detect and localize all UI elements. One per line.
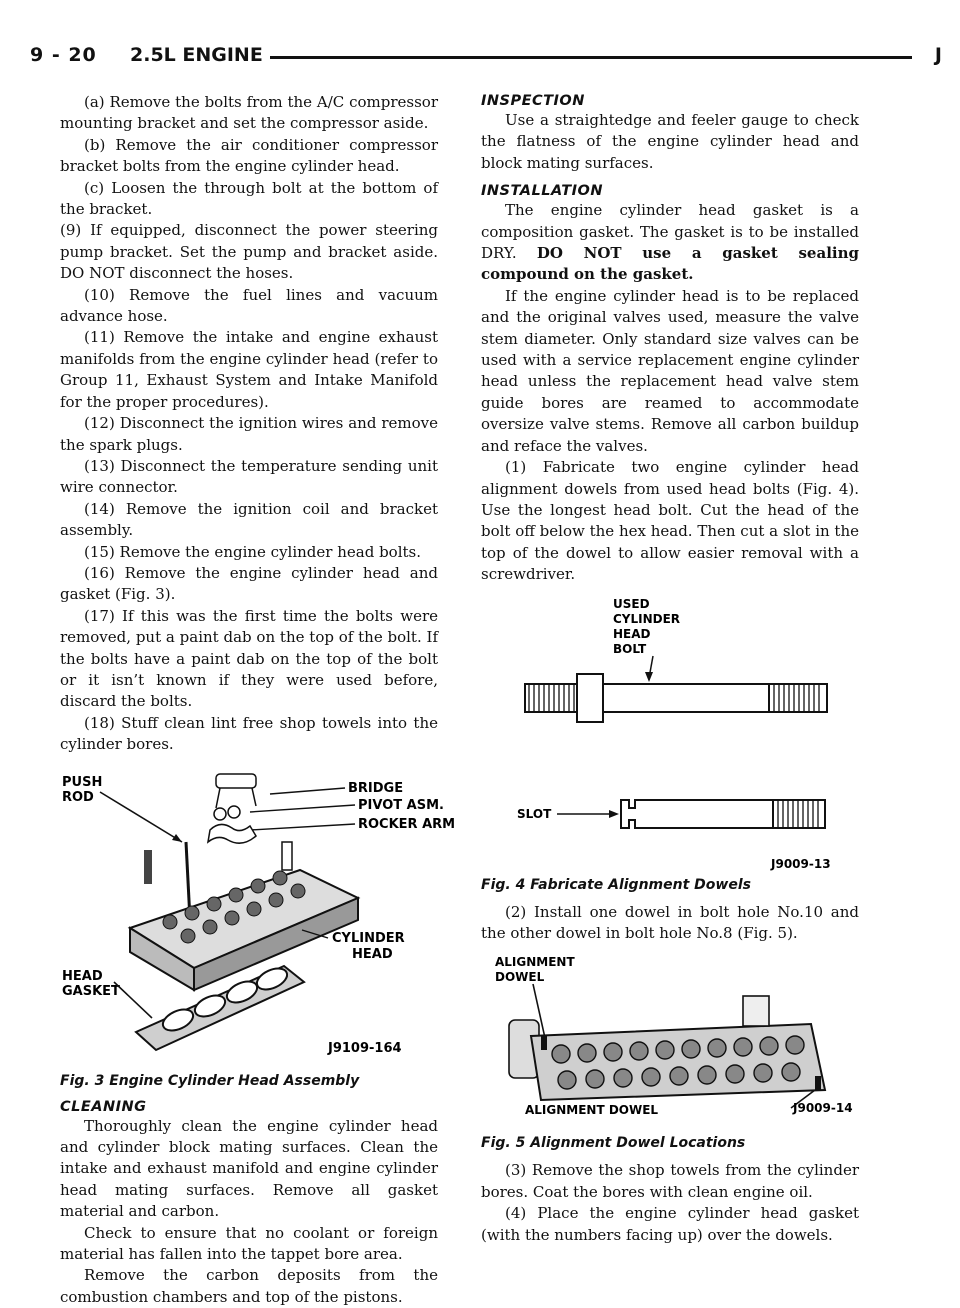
installation-p1-warning: DO NOT use a gasket sealing compound on the gasket. <box>481 244 859 284</box>
fig3-label-push: PUSH <box>62 774 103 790</box>
step-12: (12) Disconnect the ignition wires and remove the spark plugs. <box>60 414 438 454</box>
fig4-caption: Fig. 4 Fabricate Alignment Dowels <box>481 876 751 893</box>
fig4-code: J9009-13 <box>771 856 831 871</box>
cleaning-heading: CLEANING <box>60 1098 147 1115</box>
fig4-label-bolt: BOLT <box>613 641 647 656</box>
step-15: (15) Remove the engine cylinder head bolts. <box>84 542 422 561</box>
left-column <box>60 92 456 1308</box>
header-rule <box>270 56 912 59</box>
fig4-label-cylinder: CYLINDER <box>613 611 681 626</box>
fig3-rocker-parts <box>208 774 292 870</box>
installation-step-4: (4) Place the engine cylinder head gasket (with the numbers facing up) over the dowels. <box>481 1204 859 1244</box>
page-number: 9 - 20 <box>30 44 97 66</box>
fig4-dowel <box>621 800 825 828</box>
fig3-label-rod: ROD <box>62 789 94 805</box>
fig5-label-alignment: ALIGNMENT <box>495 955 575 970</box>
fig5-caption: Fig. 5 Alignment Dowel Locations <box>481 1135 746 1152</box>
fig4-alignment-dowels <box>481 592 859 870</box>
step-b: (b) Remove the air conditioner compressor bracket bolts from the engine cylinder head. <box>60 135 438 176</box>
step-18: (18) Stuff clean lint free shop towels into the cylinder bores. <box>60 713 438 754</box>
installation-p1 <box>481 200 859 286</box>
inspection-p1: Use a straightedge and feeler gauge to check the flatness of the engine cylinder head and block mating surfaces. <box>481 111 859 172</box>
fig3-leader-bridge <box>270 788 345 794</box>
cleaning-p1: Thoroughly clean the engine cylinder head and cylinder block mating surfaces. Clean the intake and exhaust manifold and engine cylinder head mating surfaces. Remove all gasket material and carbon. <box>60 1116 438 1221</box>
installation-step-2: (2) Install one dowel in bolt hole No.10 and the other dowel in bolt hole No.8 (Fig. 5). <box>481 902 859 942</box>
fig5-label-bottom: ALIGNMENT DOWEL <box>525 1103 659 1118</box>
fig3-leader-gasket <box>114 982 152 1018</box>
step-14: (14) Remove the ignition coil and bracket assembly. <box>60 499 438 540</box>
fig3-label-pivot: PIVOT ASM. <box>358 797 444 813</box>
section-title: 2.5L ENGINE <box>130 44 263 66</box>
cleaning-p3: Remove the carbon deposits from the combustion chambers and top of the pistons. <box>60 1266 438 1306</box>
fig3-arrow-pushrod <box>172 834 182 842</box>
step-a: (a) Remove the bolts from the A/C compressor mounting bracket and set the compressor aside. <box>60 93 438 133</box>
fig4-arrow-bolt <box>645 672 653 682</box>
installation-step-1: (1) Fabricate two engine cylinder head alignment dowels from used head bolts (Fig. 4). Use the longest head bolt. Cut the head of the bolt off below the hex head. Then cut a slot in the top of the dowel to allow easier removal with a screwdriver. <box>481 458 859 584</box>
step-c: (c) Loosen the through bolt at the bottom of the bracket. <box>60 178 438 219</box>
fig3-label-hg2: GASKET <box>62 983 120 999</box>
installation-p1-text: The engine cylinder head gasket is a composition gasket. The gasket is to be installed DRY. <box>481 201 859 263</box>
fig3-leader-pushrod <box>100 792 182 842</box>
step-16: (16) Remove the engine cylinder head and gasket (Fig. 3). <box>60 563 438 604</box>
fig3-label-cylinder: CYLINDER <box>332 930 405 946</box>
installation-heading: INSTALLATION <box>481 183 604 200</box>
header-letter: J <box>934 44 942 66</box>
fig3-bolt <box>144 850 152 884</box>
fig5-alignment-dowel-locations <box>481 950 859 1128</box>
fig4-arrow-slot <box>609 810 619 818</box>
fig3-label-head: HEAD <box>352 946 393 962</box>
step-13: (13) Disconnect the temperature sending unit wire connector. <box>60 456 438 497</box>
fig5-cylinder-head <box>509 996 825 1100</box>
cleaning-p2: Check to ensure that no coolant or foreign material has fallen into the tappet bore area. <box>60 1223 438 1264</box>
installation-p2: If the engine cylinder head is to be replaced and the original valves used, measure the valve stem diameter. Only standard size valves can be used with a service replacement engine cylinder head unless the replacement head valve stem guide bores are reamed to accommodate oversize valve stems. Remove all carbon buildup and reface the valves. <box>481 286 859 455</box>
fig3-cylinder-head <box>130 870 358 990</box>
fig3-leader-rocker <box>250 824 355 830</box>
inspection-heading: INSPECTION <box>481 93 585 109</box>
installation-step-3: (3) Remove the shop towels from the cylinder bores. Coat the bores with clean engine oil. <box>481 1161 859 1201</box>
step-11: (11) Remove the intake and engine exhaust manifolds from the engine cylinder head (refer to Group 11, Exhaust System and Intake Manifold for the proper procedures). <box>60 328 438 411</box>
fig3-leader-pivot <box>250 805 355 812</box>
fig3-cylinder-head-assembly <box>60 770 456 1080</box>
fig3-label-bridge: BRIDGE <box>348 780 404 796</box>
fig3-label-hg1: HEAD <box>62 968 103 984</box>
fig4-label-slot: SLOT <box>517 806 552 821</box>
fig5-label-dowel: DOWEL <box>495 970 545 985</box>
right-column <box>481 92 859 1246</box>
fig4-label-head: HEAD <box>613 626 651 641</box>
fig5-code: J9009-14 <box>793 1101 853 1116</box>
step-10: (10) Remove the fuel lines and vacuum advance hose. <box>60 285 438 326</box>
fig3-caption: Fig. 3 Engine Cylinder Head Assembly <box>60 1072 360 1089</box>
fig3-code: J9109-164 <box>328 1040 402 1056</box>
page-header <box>30 44 942 78</box>
fig4-label-used: USED <box>613 596 650 611</box>
step-9: (9) If equipped, disconnect the power steering pump bracket. Set the pump and bracket aside. DO NOT disconnect the hoses. <box>60 221 438 283</box>
fig3-label-rocker: ROCKER ARM <box>358 816 456 832</box>
fig4-used-bolt <box>525 674 827 722</box>
step-17: (17) If this was the first time the bolts were removed, put a paint dab on the top of the bolt. If the bolts have a paint dab on the top of the bolt or it isn’t known if they were used before, discard the bolts. <box>60 606 438 711</box>
